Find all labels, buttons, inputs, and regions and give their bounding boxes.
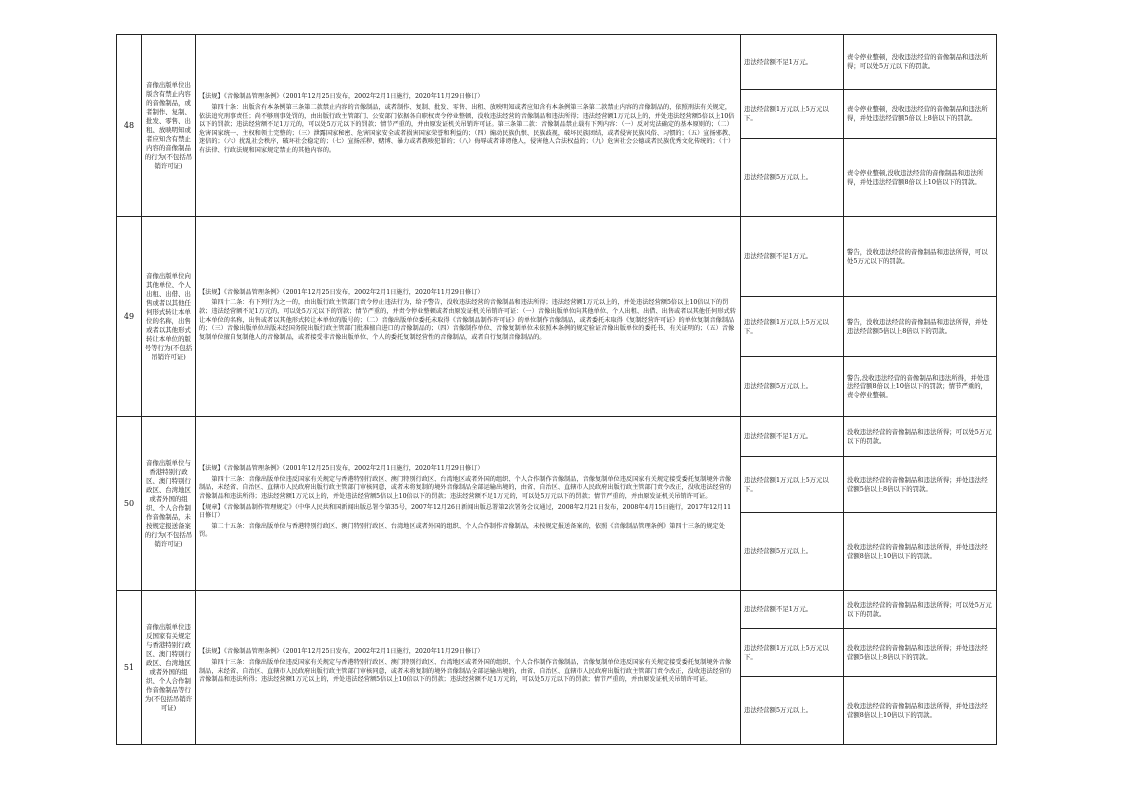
violation-title: 音像出版单位违反国家有关规定与香港特别行政区、澳门特别行政区、台湾地区或者外国的组织、个人合作制作音像制品等行为(不包括吊销许可证) — [142, 591, 196, 745]
violation-title: 音像出版单位与香港特别行政区、澳门特别行政区、台湾地区或者外国的组织、个人合作制作音像制品，未按规定报送备案的行为(不包括吊销许可证) — [142, 417, 196, 591]
table-row — [117, 591, 997, 629]
circumstance-cell: 违法经营额不足1万元。 — [741, 217, 844, 297]
legal-basis-paragraph: 【规章】《音像制品制作管理规定》（中华人民共和国新闻出版总署令第35号，2007年12月26日新闻出版总署第2次署务会议通过，2008年2月21日发布，2008年4月15日施行，2017年12月11日修订） — [199, 503, 732, 520]
legal-basis-paragraph: 【法规】《音像制品管理条例》（2001年12月25日发布，2002年2月1日施行，2020年11月29日修订） — [199, 288, 484, 296]
row-number: 48 — [117, 35, 142, 217]
violation-title: 音像出版单位向其他单位、个人出租、出借、出售或者以其他任何形式转让本单位的名称，出售或者以其他形式转让本单位的版号等行为(不包括吊销许可证) — [142, 217, 196, 417]
penalty-cell: 责令停业整顿,没收违法经营的音像制品和违法所得，并处违法经营额8倍以上10倍以下的罚款。 — [844, 139, 997, 217]
circumstance-cell: 违法经营额1万元以上5万元以下。 — [741, 297, 844, 357]
penalty-cell: 没收违法经营的音像制品和违法所得，并处违法经营额8倍以上10倍以下的罚款。 — [844, 677, 997, 745]
penalty-cell: 警告,没收违法经营的音像制品和违法所得，并处违法经营额8倍以上10倍以下的罚款；情节严重的，责令停业整顿。 — [844, 357, 997, 417]
penalty-cell: 责令停业整顿，没收违法经营的音像制品和违法所得；可以处5万元以下的罚款。 — [844, 35, 997, 90]
legal-basis-cell — [196, 417, 741, 591]
circumstance-cell: 违法经营额5万元以上。 — [741, 357, 844, 417]
circumstance-cell: 违法经营额1万元以上5万元以下。 — [741, 90, 844, 139]
legal-basis-paragraph: 第四十三条：音像出版单位违反国家有关规定与香港特别行政区、澳门特别行政区、台湾地区或者外国的组织、个人合作制作音像制品，音像复制单位违反国家有关规定接受委托复制境外音像制品，未经省、自治区、直辖市人民政府出版行政主管部门审核同意，或者未将复制的境外音像制品全部运输出境的，由省、自治区、直辖市人民政府出版行政主管部门责令改正，没收违法经营的音像制品和违法所得；违法经营额1万元以上的，并处违法经营额5倍以上10倍以下的罚款；违法经营额不足1万元的，可以处5万元以下的罚款；情节严重的，并由原发证机关吊销许可证。 — [199, 658, 732, 684]
legal-basis-paragraph: 第二十五条：音像出版单位与香港特别行政区、澳门特别行政区、台湾地区或者外国的组织、个人合作制作音像制品，未按规定报送备案的，依照《音像制品管理条例》第四十三条的规定处罚。 — [199, 522, 725, 539]
penalty-cell: 没收违法经营的音像制品和违法所得；可以处5万元以下的罚款。 — [844, 417, 997, 457]
legal-basis-cell — [196, 217, 741, 417]
circumstance-cell: 违法经营额1万元以上5万元以下。 — [741, 457, 844, 513]
penalty-cell: 没收违法经营的音像制品和违法所得，并处违法经营额8倍以上10倍以下的罚款。 — [844, 513, 997, 591]
legal-basis-cell — [196, 591, 741, 745]
penalty-cell: 没收违法经营的音像制品和违法所得；可以处5万元以下的罚款。 — [844, 591, 997, 629]
circumstance-cell: 违法经营额不足1万元。 — [741, 35, 844, 90]
penalty-cell: 警告，没收违法经营的音像制品和违法所得，可以处5万元以下的罚款。 — [844, 217, 997, 297]
table-row — [117, 217, 997, 297]
row-number: 51 — [117, 591, 142, 745]
penalty-cell: 没收违法经营的音像制品和违法所得；并处违法经营额5倍以上8倍以下的罚款。 — [844, 629, 997, 677]
circumstance-cell: 违法经营额1万元以上5万元以下。 — [741, 629, 844, 677]
circumstance-cell: 违法经营额5万元以上。 — [741, 677, 844, 745]
circumstance-cell: 违法经营额不足1万元。 — [741, 591, 844, 629]
circumstance-cell: 违法经营额5万元以上。 — [741, 513, 844, 591]
legal-basis-paragraph: 第四十三条：音像出版单位违反国家有关规定与香港特别行政区、澳门特别行政区、台湾地区或者外国的组织、个人合作制作音像制品，音像复制单位违反国家有关规定接受委托复制境外音像制品，未经省、自治区、直辖市人民政府出版行政主管部门审核同意，或者未将复制的境外音像制品全部运输出境的，由省、自治区、直辖市人民政府出版行政主管部门责令改正，没收违法经营的音像制品和违法所得；违法经营额1万元以上的，并处违法经营额5倍以上10倍以下的罚款；违法经营额不足1万元的，可以处5万元以下的罚款；情节严重的，并由原发证机关吊销许可证。 — [199, 475, 732, 500]
table-row — [117, 35, 997, 90]
document-page — [116, 34, 996, 742]
table-row — [117, 417, 997, 457]
row-number: 49 — [117, 217, 142, 417]
circumstance-cell: 违法经营额不足1万元。 — [741, 417, 844, 457]
penalty-standards-table — [116, 34, 997, 745]
legal-basis-paragraph: 第四十二条：有下列行为之一的，由出版行政主管部门责令停止违法行为，给予警告，没收违法经营的音像制品和违法所得；违法经营额1万元以上的，并处违法经营额5倍以上10倍以下的罚款；违法经营额不足1万元的，可以处5万元以下的罚款；情节严重的，并责令停业整顿或者由原发证机关吊销许可证：（一）音像出版单位向其他单位、个人出租、出借、出售或者以其他任何形式转让本单位的名称，出售或者以其他形式转让本单位的版号的；（二）音像出版单位委托未取得《音像制品制作许可证》的单位制作音像制品，或者委托未取得《复制经营许可证》的单位复制音像制品的；（三）音像出版单位出版未经国务院出版行政主管部门批准擅自进口的音像制品的；（四）音像制作单位、音像复制单位未依照本条例的规定验证音像出版单位的委托书、有关证明的；（五）音像复制单位擅自复制他人的音像制品，或者接受非音像出版单位、个人的委托复制经营性的音像制品，或者自行复制音像制品的。 — [199, 299, 736, 341]
penalty-cell: 责令停业整顿，没收违法经营的音像制品和违法所得，并处违法经营额5倍以上8倍以下的罚款。 — [844, 90, 997, 139]
penalty-cell: 警告，没收违法经营的音像制品和违法所得，并处违法经营额5倍以上8倍以下的罚款。 — [844, 297, 997, 357]
legal-basis-paragraph: 【法规】《音像制品管理条例》（2001年12月25日发布，2002年2月1日施行，2020年11月29日修订） — [199, 648, 484, 656]
legal-basis-paragraph: 【法规】《音像制品管理条例》（2001年12月25日发布，2002年2月1日施行，2020年11月29日修订） — [199, 93, 484, 101]
legal-basis-paragraph: 第四十条：出版含有本条例第三条第二款禁止内容的音像制品，或者制作、复制、批发、零售、出租、放映明知或者应知含有本条例第三条第二款禁止内容的音像制品的，依照刑法有关规定，依法追究刑事责任；尚不够刑事处罚的，由出版行政主管部门、公安部门依据各自职权责令停业整顿，没收违法经营的音像制品和违法所得；违法经营额1万元以上的，并处违法经营额5倍以上10倍以下的罚款；违法经营额不足1万元的，可以处5万元以下的罚款；情节严重的，并由原发证机关吊销许可证。第三条第二款：音像制品禁止载有下列内容：（一）反对宪法确定的基本原则的；（二）危害国家统一、主权和领土完整的；（三）泄露国家秘密、危害国家安全或者损害国家荣誉和利益的；（四）煽动民族仇恨、民族歧视，破坏民族团结，或者侵害民族风俗、习惯的；（五）宣扬邪教、迷信的；（六）扰乱社会秩序，破坏社会稳定的；（七）宣扬淫秽、赌博、暴力或者教唆犯罪的；（八）侮辱或者诽谤他人，侵害他人合法权益的；（九）危害社会公德或者民族优秀文化传统的；（十）有法律、行政法规和国家规定禁止的其他内容的。 — [199, 104, 735, 154]
violation-title: 音像出版单位出版含有禁止内容的音像制品，或者制作、复制、批发、零售、出租、放映明知或者应知含有禁止内容的音像制品的行为(不包括吊销许可证) — [142, 35, 196, 217]
penalty-cell: 没收违法经营的音像制品和违法所得；并处违法经营额5倍以上8倍以下的罚款。 — [844, 457, 997, 513]
row-number: 50 — [117, 417, 142, 591]
legal-basis-cell — [196, 35, 741, 217]
circumstance-cell: 违法经营额5万元以上。 — [741, 139, 844, 217]
legal-basis-paragraph: 【法规】《音像制品管理条例》（2001年12月25日发布，2002年2月1日施行，2020年11月29日修订） — [199, 465, 484, 473]
